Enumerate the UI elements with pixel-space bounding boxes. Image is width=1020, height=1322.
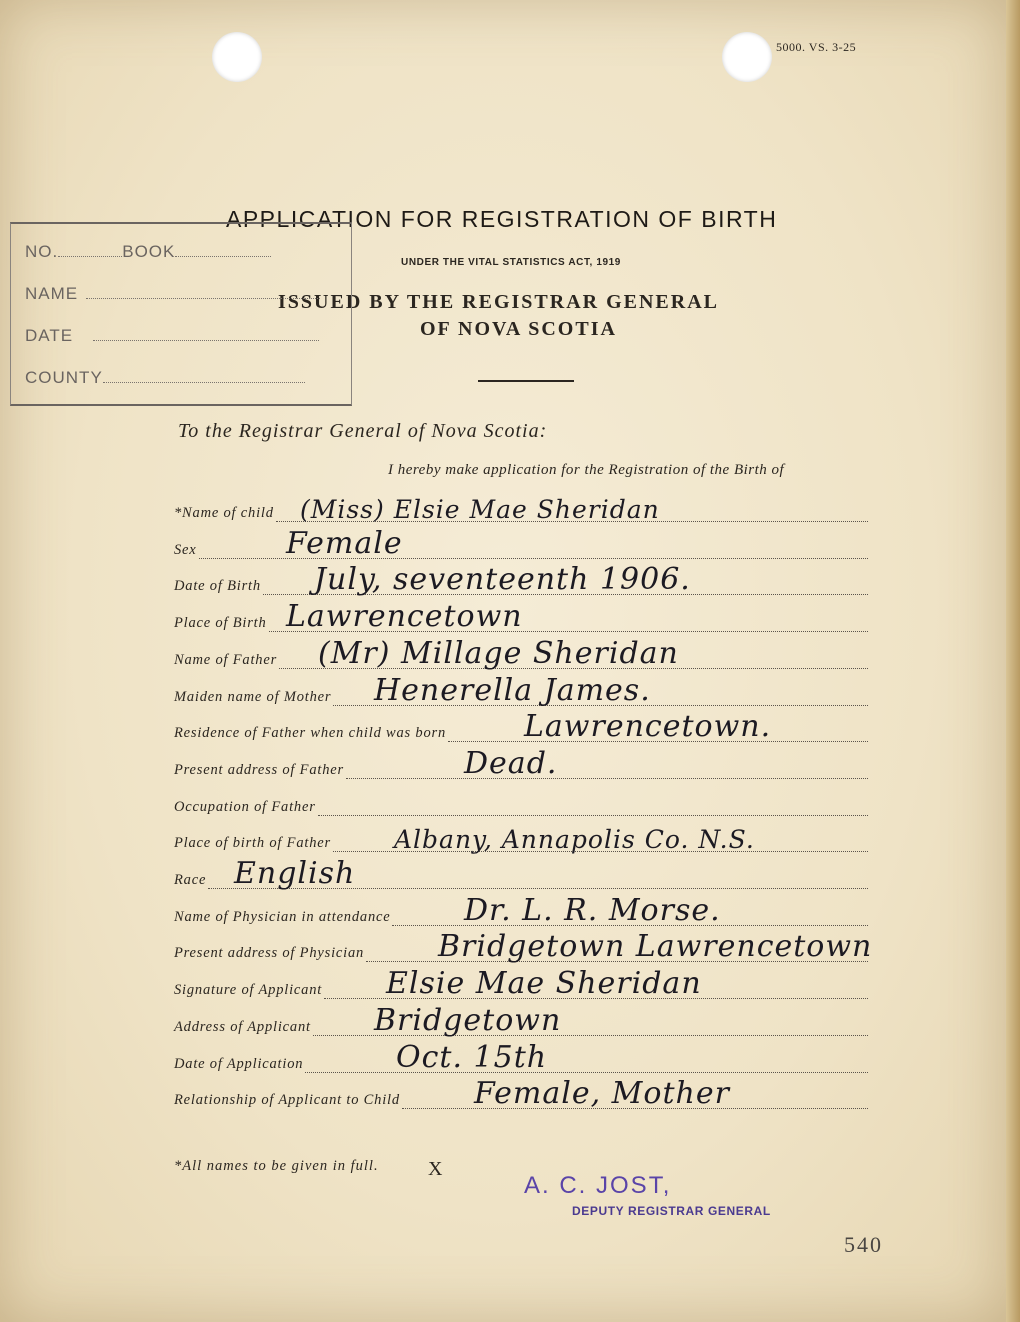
field-label: Name of Physician in attendance bbox=[174, 908, 391, 925]
handwritten-value: Dr. L. R. Morse. bbox=[464, 892, 721, 928]
act-subtitle: UNDER THE VITAL STATISTICS ACT, 1919 bbox=[401, 257, 621, 268]
field-label: Present address of Father bbox=[174, 761, 344, 778]
field-label: Sex bbox=[174, 541, 197, 558]
handwritten-value: Lawrencetown. bbox=[524, 709, 772, 745]
fill-line bbox=[318, 815, 868, 816]
form-row bbox=[174, 1039, 868, 1075]
stamp-no-line bbox=[25, 242, 271, 262]
form-code: 5000. VS. 3-25 bbox=[776, 40, 857, 54]
issuer-line-2: OF NOVA SCOTIA bbox=[420, 318, 617, 340]
handwritten-value: Oct. 15th bbox=[396, 1039, 548, 1075]
form-row bbox=[174, 562, 868, 598]
punch-hole-left bbox=[212, 32, 262, 82]
form-row bbox=[174, 635, 868, 671]
handwritten-value: July, seventeenth 1906. bbox=[314, 562, 691, 598]
form-row bbox=[174, 1076, 868, 1112]
form-row bbox=[174, 599, 868, 635]
handwritten-value: Female, Mother bbox=[474, 1076, 730, 1112]
stamp-book-label: BOOK bbox=[122, 242, 176, 261]
form-row bbox=[174, 672, 868, 708]
title-divider bbox=[478, 380, 574, 382]
handwritten-value: English bbox=[234, 856, 356, 891]
form-row bbox=[174, 745, 868, 781]
form-row bbox=[174, 495, 868, 524]
stamp-county-label: COUNTY bbox=[25, 368, 103, 387]
field-label: Place of birth of Father bbox=[174, 835, 331, 852]
x-mark: X bbox=[428, 1158, 443, 1180]
handwritten-value: (Mr) Millage Sheridan bbox=[318, 635, 679, 671]
stamp-county-line bbox=[25, 368, 305, 388]
field-label: Residence of Father when child was born bbox=[174, 725, 447, 742]
form-row bbox=[174, 709, 868, 745]
stamp-name-line bbox=[25, 284, 320, 304]
handwritten-value: Dead. bbox=[464, 745, 558, 781]
handwritten-value: Albany, Annapolis Co. N.S. bbox=[394, 825, 755, 855]
form-row bbox=[174, 929, 873, 965]
field-label: Date of Birth bbox=[174, 578, 261, 595]
application-statement: I hereby make application for the Registration of the Birth of bbox=[388, 462, 785, 478]
form-row bbox=[174, 856, 868, 891]
handwritten-value: (Miss) Elsie Mae Sheridan bbox=[300, 495, 660, 524]
field-label: Present address of Physician bbox=[174, 945, 365, 962]
field-label: Signature of Applicant bbox=[174, 982, 323, 999]
field-label: Maiden name of Mother bbox=[174, 688, 332, 705]
issuer-line-1: ISSUED BY THE REGISTRAR GENERAL bbox=[278, 291, 719, 313]
stamp-date-label: DATE bbox=[25, 326, 74, 345]
paper-edge bbox=[1006, 0, 1020, 1322]
form-row bbox=[174, 794, 868, 818]
field-label: *Name of child bbox=[174, 505, 274, 521]
registry-stamp-box bbox=[10, 222, 352, 406]
form-row bbox=[174, 966, 868, 1002]
field-label: Relationship of Applicant to Child bbox=[174, 1092, 400, 1109]
fill-line bbox=[305, 1072, 868, 1073]
fill-line bbox=[346, 778, 868, 779]
form-title: APPLICATION FOR REGISTRATION OF BIRTH bbox=[226, 206, 778, 232]
stamp-no-label: NO. bbox=[25, 242, 59, 261]
stamp-name-label: NAME bbox=[25, 284, 79, 303]
footnote: *All names to be given in full. bbox=[174, 1158, 379, 1174]
handwritten-value: Bridgetown Lawrencetown bbox=[438, 929, 873, 965]
form-row bbox=[174, 525, 868, 561]
punch-hole-right bbox=[722, 32, 772, 82]
form-row bbox=[174, 892, 868, 928]
handwritten-value: Lawrencetown bbox=[286, 599, 523, 635]
field-label: Date of Application bbox=[174, 1055, 304, 1072]
salutation: To the Registrar General of Nova Scotia: bbox=[178, 420, 548, 442]
handwritten-value: Henerella James. bbox=[374, 672, 651, 708]
field-label: Name of Father bbox=[174, 651, 278, 668]
field-label: Occupation of Father bbox=[174, 798, 316, 815]
stamp-date-line bbox=[25, 326, 319, 346]
field-label: Race bbox=[174, 872, 207, 888]
handwritten-value: Bridgetown bbox=[374, 1002, 562, 1038]
handwritten-value: Female bbox=[286, 525, 403, 561]
handwritten-value: Elsie Mae Sheridan bbox=[386, 966, 702, 1002]
form-row bbox=[174, 1002, 868, 1038]
page-number: 540 bbox=[844, 1232, 883, 1257]
registrar-stamp-title: DEPUTY REGISTRAR GENERAL bbox=[572, 1204, 771, 1218]
registrar-stamp-name: A. C. JOST, bbox=[524, 1172, 672, 1199]
field-label: Address of Applicant bbox=[174, 1018, 311, 1035]
field-label: Place of Birth bbox=[174, 615, 267, 632]
form-row bbox=[174, 825, 868, 855]
